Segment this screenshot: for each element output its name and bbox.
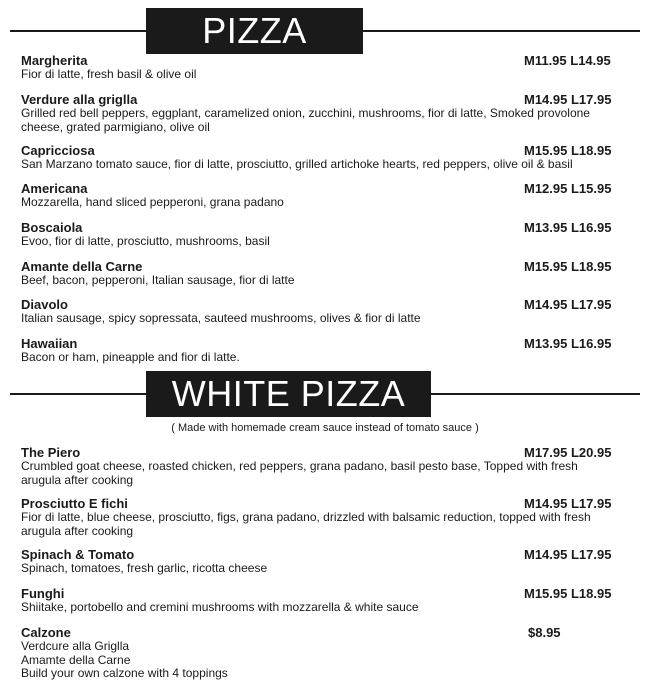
item-description: Beef, bacon, pepperoni, Italian sausage, fior di latte	[21, 273, 295, 287]
item-price: M12.95 L15.95	[524, 181, 612, 196]
item-price: M14.95 L17.95	[524, 92, 612, 107]
item-price: M15.95 L18.95	[524, 586, 612, 601]
item-price: M17.95 L20.95	[524, 445, 612, 460]
pizza-section-header	[0, 8, 650, 54]
item-price: M14.95 L17.95	[524, 297, 612, 312]
item-description: Italian sausage, spicy sopressata, sauteed mushrooms, olives & fior di latte	[21, 311, 421, 325]
item-description: Shiitake, portobello and cremini mushrooms with mozzarella & white sauce	[21, 600, 419, 614]
menu-item-calzone	[21, 626, 631, 681]
item-description: Mozzarella, hand sliced pepperoni, grana padano	[21, 195, 284, 209]
item-description: Evoo, fior di latte, prosciutto, mushrooms, basil	[21, 234, 270, 248]
white-pizza-section-title: WHITE PIZZA	[146, 371, 431, 417]
item-description: Grilled red bell peppers, eggplant, caramelized onion, zucchini, mushrooms, fior di latte, Smoked provolone cheese, grated parmigiano, olive oil	[21, 106, 590, 134]
item-price: $8.95	[528, 625, 561, 640]
item-name: Capricciosa	[21, 143, 95, 158]
menu-item-hawaiian	[21, 337, 631, 365]
item-description: Crumbled goat cheese, roasted chicken, red peppers, grana padano, basil pesto base, Topped with fresh arugula after cooking	[21, 459, 578, 487]
item-name: Prosciutto E fichi	[21, 496, 128, 511]
item-price: M15.95 L18.95	[524, 143, 612, 158]
item-name: Spinach & Tomato	[21, 547, 135, 562]
item-description: Fior di latte, fresh basil & olive oil	[21, 67, 197, 81]
menu-item-the-piero	[21, 446, 631, 487]
menu-item-capricciosa	[21, 144, 631, 172]
white-pizza-note: ( Made with homemade cream sauce instead of tomato sauce )	[171, 422, 479, 434]
menu-item-prosciutto-e-fichi	[21, 497, 631, 538]
pizza-section-title: PIZZA	[146, 8, 363, 54]
white-pizza-section-header	[0, 371, 650, 417]
item-name: Diavolo	[21, 297, 68, 312]
menu-item-amante-della-carne	[21, 260, 631, 288]
item-price: M14.95 L17.95	[524, 496, 612, 511]
item-description: Fior di latte, blue cheese, prosciutto, figs, grana padano, drizzled with balsamic reduction, topped with fresh arugula after cooking	[21, 510, 591, 538]
item-name: Americana	[21, 181, 88, 196]
item-price: M13.95 L16.95	[524, 220, 612, 235]
menu-item-boscaiola	[21, 221, 631, 249]
menu-item-spinach-tomato	[21, 548, 631, 576]
menu-item-margherita	[21, 54, 631, 82]
menu-item-americana	[21, 182, 631, 210]
item-description: Spinach, tomatoes, fresh garlic, ricotta cheese	[21, 561, 268, 575]
item-name: Calzone	[21, 625, 71, 640]
item-name: Boscaiola	[21, 220, 83, 235]
menu-item-diavolo	[21, 298, 631, 326]
item-name: Verdure alla griglla	[21, 92, 138, 107]
item-name: Hawaiian	[21, 336, 78, 351]
item-price: M13.95 L16.95	[524, 336, 612, 351]
item-description: Bacon or ham, pineapple and fior di latte.	[21, 350, 240, 364]
item-name: Amante della Carne	[21, 259, 143, 274]
item-description: Verdcure alla Griglla Amamte della Carne Build your own calzone with 4 toppings	[21, 639, 228, 680]
item-name: The Piero	[21, 445, 81, 460]
item-name: Margherita	[21, 53, 88, 68]
menu-item-verdure-alla-griglla	[21, 93, 631, 134]
item-name: Funghi	[21, 586, 65, 601]
item-price: M14.95 L17.95	[524, 547, 612, 562]
item-price: M11.95 L14.95	[524, 53, 611, 68]
item-description: San Marzano tomato sauce, fior di latte, prosciutto, grilled artichoke hearts, red peppers, olive oil & basil	[21, 157, 573, 171]
menu-item-funghi	[21, 587, 631, 615]
item-price: M15.95 L18.95	[524, 259, 612, 274]
